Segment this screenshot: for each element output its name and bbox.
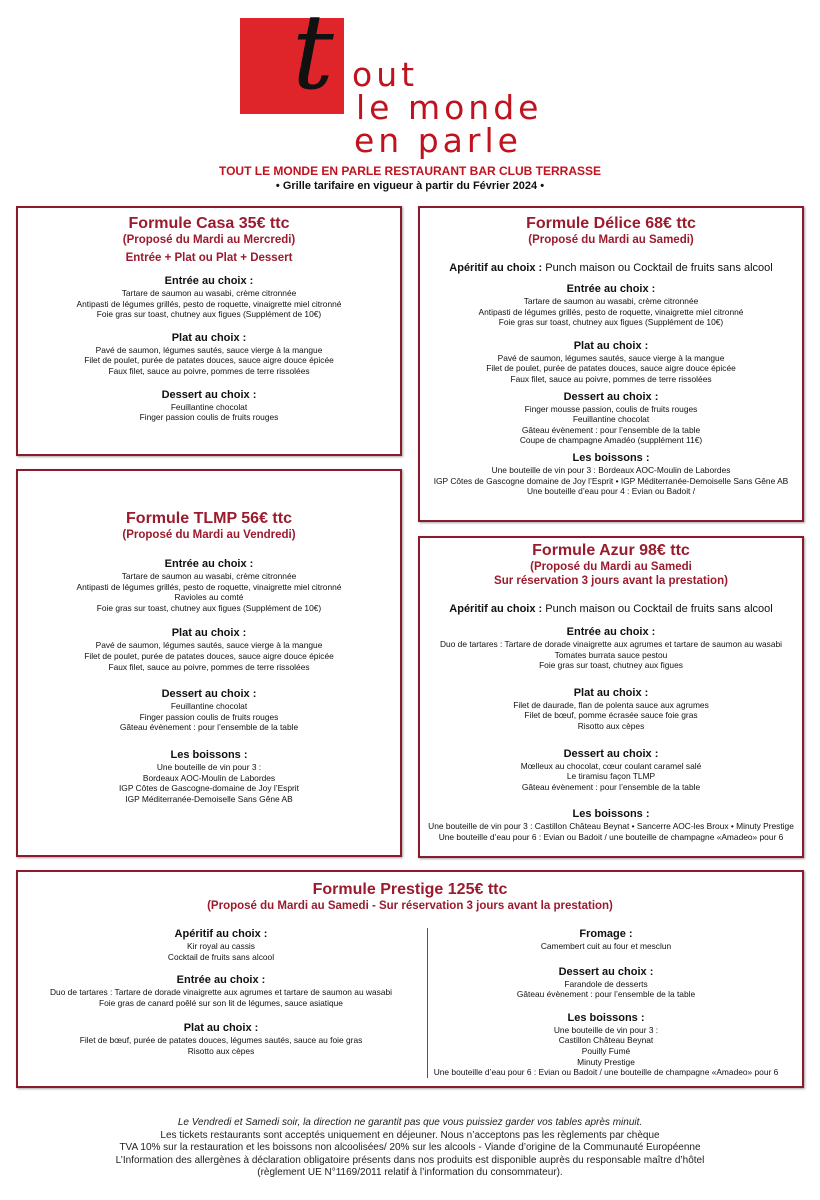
menu-item: Cocktail de fruits sans alcool bbox=[167, 951, 275, 962]
menu-item: Farandole de desserts bbox=[564, 978, 648, 989]
logo-letter: t bbox=[292, 0, 334, 113]
menu-item: Filet de poulet, purée de patates douces, sauce aigre douce épicée bbox=[84, 355, 334, 366]
prestige-right-column bbox=[414, 928, 798, 1078]
menu-item: Gâteau évènement : pour l’ensemble de la table bbox=[521, 781, 701, 792]
aperitif-line bbox=[420, 602, 802, 616]
menu-item: Antipasti de légumes grillés, pesto de roquette, vinaigrette miel citronné bbox=[76, 298, 342, 309]
menu-item: Foie gras sur toast, chutney aux figues (Supplément de 10€) bbox=[498, 317, 724, 328]
price-grid-subtitle: • Grille tarifaire en vigueur à partir du Février 2024 • bbox=[275, 180, 545, 192]
menu-item: Tartare de saumon au wasabi, crème citronnée bbox=[121, 288, 297, 298]
menu-item: Antipasti de légumes grillés, pesto de roquette, vinaigrette miel citronné bbox=[76, 581, 342, 592]
footer-notes bbox=[0, 1117, 820, 1180]
aperitif-text: Punch maison ou Cocktail de fruits sans alcool bbox=[542, 262, 773, 274]
restaurant-title: TOUT LE MONDE EN PARLE RESTAURANT BAR CLUB TERRASSE bbox=[218, 164, 601, 178]
menu-item: Bordeaux AOC-Moulin de Labordes bbox=[142, 772, 276, 783]
section-label: Plat au choix : bbox=[183, 1022, 259, 1035]
section-label: Dessert au choix : bbox=[563, 390, 659, 403]
formule-title: Formule Azur 98€ ttc bbox=[532, 542, 690, 559]
section-label: Dessert au choix : bbox=[558, 965, 654, 978]
aperitif-text: Punch maison ou Cocktail de fruits sans alcool bbox=[542, 603, 773, 615]
menu-item: Une bouteille d’eau pour 6 : Evian ou Badoit / une bouteille de champagne «Amadeo» pour 6 bbox=[438, 831, 784, 842]
menu-item: Pavé de saumon, légumes sautés, sauce vierge à la mangue bbox=[95, 640, 323, 651]
menu-item: Foie gras de canard poêlé sur son lit de légumes, sauce asiatique bbox=[99, 997, 343, 1008]
formule-title: Formule Délice 68€ ttc bbox=[526, 215, 696, 232]
formule-title: Formule TLMP 56€ ttc bbox=[126, 510, 292, 527]
menu-item: Antipasti de légumes grillés, pesto de roquette, vinaigrette miel citronné bbox=[478, 306, 744, 317]
menu-item: Minuty Prestige bbox=[577, 1056, 635, 1067]
menu-item: Feuillantine chocolat bbox=[170, 401, 248, 412]
formule-days: (Proposé du Mardi au Samedi bbox=[530, 561, 692, 573]
section-label: Fromage : bbox=[579, 928, 633, 940]
section-label: Entrée au choix : bbox=[566, 626, 656, 638]
menu-item: Faux filet, sauce au poivre, pommes de terre rissolées bbox=[510, 373, 712, 384]
footer-line: Le Vendredi et Samedi soir, la direction ne garantit pas que vous puissiez garder vos tables après minuit. bbox=[177, 1117, 643, 1128]
logo-line-1: out bbox=[352, 55, 419, 94]
formule-prestige-box bbox=[16, 870, 804, 1088]
menu-item: Filet de bœuf, purée de patates douces, légumes sautés, sauce au foie gras bbox=[79, 1035, 363, 1046]
formule-casa-box bbox=[16, 206, 402, 456]
section-label: Plat au choix : bbox=[573, 339, 649, 352]
menu-item: Gâteau évènement : pour l’ensemble de la table bbox=[521, 424, 701, 435]
logo-line-2: le monde bbox=[356, 88, 543, 127]
menu-item: Pavé de saumon, légumes sautés, sauce vierge à la mangue bbox=[95, 344, 323, 355]
menu-item: IGP Côtes de Gascogne-domaine de Joy l’Esprit bbox=[118, 783, 299, 794]
formule-title: Formule Casa 35€ ttc bbox=[128, 215, 290, 232]
formule-days: (Proposé du Mardi au Mercredi) bbox=[122, 234, 296, 246]
menu-item: Feuillantine chocolat bbox=[572, 414, 650, 425]
menu-item: Ravioles au comté bbox=[174, 592, 244, 603]
menu-item: Filet de bœuf, pomme écrasée sauce foie gras bbox=[524, 710, 698, 721]
section-label: Les boissons : bbox=[567, 1011, 645, 1024]
section-label: Dessert au choix : bbox=[161, 688, 257, 701]
logo bbox=[240, 0, 585, 160]
formule-days: (Proposé du Mardi au Vendredi) bbox=[122, 529, 296, 541]
menu-item: Une bouteille de vin pour 3 : Castillon Château Beynat • Sancerre AOC-les Broux • Minuty Prestige bbox=[428, 821, 794, 832]
formule-delice-box bbox=[418, 206, 804, 522]
menu-item: Filet de poulet, purée de patates douces, sauce aigre douce épicée bbox=[486, 363, 736, 374]
menu-item: Foie gras sur toast, chutney aux figues (Supplément de 10€) bbox=[96, 602, 322, 613]
aperitif-label: Apéritif au choix : bbox=[449, 603, 543, 615]
section-label: Plat au choix : bbox=[171, 331, 247, 344]
formule-tlmp-box bbox=[16, 469, 402, 857]
menu-item: Faux filet, sauce au poivre, pommes de terre rissolées bbox=[108, 365, 310, 376]
menu-item: Mœlleux au chocolat, cœur coulant caramel salé bbox=[520, 760, 702, 771]
menu-item: Risotto aux cèpes bbox=[577, 720, 645, 731]
menu-item: Tartare de saumon au wasabi, crème citronnée bbox=[523, 296, 699, 306]
footer-line: TVA 10% sur la restauration et les boissons non alcoolisées/ 20% sur les alcools - Viande d’origine de la Communauté Européenne bbox=[119, 1142, 701, 1154]
menu-item: IGP Méditerranée-Demoiselle Sans Gêne AB bbox=[125, 793, 293, 804]
footer-line: Les tickets restaurants sont acceptés uniquement en déjeuner. Nous n’acceptons pas les règlements par chèque bbox=[160, 1129, 660, 1141]
formule-days: (Proposé du Mardi au Samedi) bbox=[528, 234, 694, 246]
formule-title: Formule Prestige 125€ ttc bbox=[312, 881, 508, 898]
menu-item: Gâteau évènement : pour l’ensemble de la table bbox=[516, 989, 696, 1000]
menu-item: Finger passion coulis de fruits rouges bbox=[139, 412, 279, 423]
section-label: Les boissons : bbox=[572, 451, 650, 464]
formule-reservation: Sur réservation 3 jours avant la prestation) bbox=[494, 575, 728, 587]
section-label: Entrée au choix : bbox=[164, 275, 254, 287]
menu-item: Pouilly Fumé bbox=[581, 1045, 631, 1056]
logo-line-3: en parle bbox=[354, 121, 522, 160]
menu-item: Foie gras sur toast, chutney aux figues bbox=[539, 660, 683, 671]
menu-item: Filet de poulet, purée de patates douces, sauce aigre douce épicée bbox=[84, 650, 334, 661]
formule-azur-box bbox=[418, 536, 804, 858]
menu-item: IGP Côtes de Gascogne domaine de Joy l’Esprit • IGP Méditerranée-Demoiselle Sans Gêne AB bbox=[433, 475, 789, 486]
menu-item: Tartare de saumon au wasabi, crème citronnée bbox=[121, 571, 297, 581]
menu-item: Une bouteille de vin pour 3 : Bordeaux AOC-Moulin de Labordes bbox=[491, 464, 731, 475]
menu-item: Duo de tartares : Tartare de dorade vinaigrette aux agrumes et tartare de saumon au wasabi bbox=[439, 639, 783, 649]
menu-item: Gâteau évènement : pour l’ensemble de la table bbox=[119, 722, 299, 733]
section-label: Entrée au choix : bbox=[164, 558, 254, 570]
section-label: Entrée au choix : bbox=[176, 974, 266, 987]
menu-item: Une bouteille de vin pour 3 : bbox=[156, 761, 262, 772]
menu-item: Camembert cuit au four et mesclun bbox=[540, 941, 672, 951]
aperitif-label: Apéritif au choix : bbox=[449, 262, 543, 274]
footer-line: (règlement UE N°1169/2011 relatif à l’information du consommateur). bbox=[257, 1167, 563, 1179]
section-label: Apéritif au choix : bbox=[174, 928, 268, 940]
menu-item: Foie gras sur toast, chutney aux figues (Supplément de 10€) bbox=[96, 309, 322, 320]
menu-item: Une bouteille d’eau pour 4 : Evian ou Badoit / bbox=[526, 486, 696, 497]
prestige-left-column bbox=[26, 928, 416, 1057]
section-label: Dessert au choix : bbox=[563, 747, 659, 760]
menu-item: Tomates burrata sauce pestou bbox=[554, 649, 668, 660]
section-label: Plat au choix : bbox=[573, 686, 649, 699]
menu-item: Risotto aux cèpes bbox=[187, 1045, 255, 1056]
menu-item: Pavé de saumon, légumes sautés, sauce vierge à la mangue bbox=[497, 352, 725, 363]
menu-item: Kir royal au cassis bbox=[187, 941, 255, 951]
menu-item: Coupe de champagne Amadéo (supplément 11€) bbox=[519, 435, 703, 446]
section-label: Les boissons : bbox=[170, 748, 248, 761]
menu-item: Faux filet, sauce au poivre, pommes de terre rissolées bbox=[108, 661, 310, 672]
menu-item: Une bouteille d’eau pour 6 : Evian ou Badoit / une bouteille de champagne «Amadeo» pour 6 bbox=[433, 1067, 779, 1078]
menu-item: Castillon Château Beynat bbox=[558, 1035, 654, 1046]
formule-includes: Entrée + Plat ou Plat + Dessert bbox=[125, 252, 293, 264]
section-label: Dessert au choix : bbox=[161, 388, 257, 401]
menu-item: Le tiramisu façon TLMP bbox=[566, 771, 656, 782]
menu-item: Finger mousse passion, coulis de fruits rouges bbox=[524, 403, 698, 414]
menu-item: Duo de tartares : Tartare de dorade vinaigrette aux agrumes et tartare de saumon au wasabi bbox=[49, 987, 393, 998]
menu-item: Feuillantine chocolat bbox=[170, 701, 248, 712]
footer-line: L’Information des allergènes à déclaration obligatoire présents dans nos produits est disponible auprès du responsable maître d’hôtel bbox=[115, 1154, 705, 1166]
section-label: Plat au choix : bbox=[171, 627, 247, 640]
section-label: Entrée au choix : bbox=[566, 283, 656, 295]
menu-item: Finger passion coulis de fruits rouges bbox=[139, 711, 279, 722]
formule-days: (Proposé du Mardi au Samedi - Sur réservation 3 jours avant la prestation) bbox=[207, 900, 613, 912]
aperitif-line bbox=[420, 261, 802, 275]
menu-item: Une bouteille de vin pour 3 : bbox=[553, 1024, 659, 1035]
section-label: Les boissons : bbox=[572, 808, 650, 821]
menu-item: Filet de daurade, flan de polenta sauce aux agrumes bbox=[513, 699, 709, 710]
